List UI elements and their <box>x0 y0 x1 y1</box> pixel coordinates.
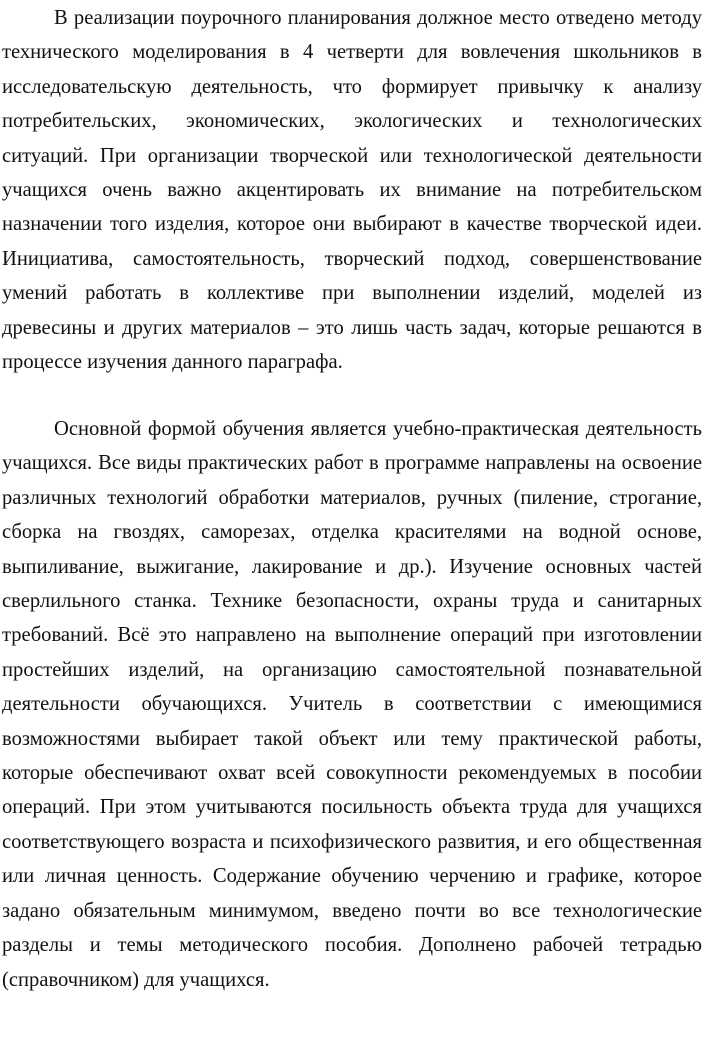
text-line: требований. Всё это направлено на выполнение операций при изготовлении <box>2 624 702 647</box>
text-line: древесины и других материалов – это лишь часть задач, которые решаются в <box>2 316 702 339</box>
text-line: учащихся очень важно акцентировать их внимание на потребительском <box>2 179 702 202</box>
text-line: различных технологий обработки материалов, ручных (пиление, строгание, <box>2 486 702 509</box>
text-line: или личная ценность. Содержание обучению черчению и графике, которое <box>2 865 702 888</box>
text-line: учащихся. Все виды практических работ в программе направлены на освоение <box>2 452 702 475</box>
text-line: процессе изучения данного параграфа. <box>2 351 343 374</box>
text-line: простейших изделий, на организацию самостоятельной познавательной <box>2 658 702 681</box>
text-line: сборка на гвоздях, саморезах, отделка красителями на водной основе, <box>2 521 702 544</box>
text-line: возможностями выбирает такой объект или тему практической работы, <box>2 727 702 750</box>
text-line: соответствующего возраста и психофизического развития, и его общественная <box>2 830 702 853</box>
text-line: сверлильного станка. Технике безопасности, охраны труда и санитарных <box>2 590 702 613</box>
text-line: Основной формой обучения является учебно-практическая деятельность <box>54 418 702 440</box>
text-line: задано обязательным минимумом, введено почти во все технологические <box>2 899 702 922</box>
text-line: которые обеспечивают охват всей совокупности рекомендуемых в пособии <box>2 762 702 785</box>
text-line: назначении того изделия, которое они выбирают в качестве творческой идеи. <box>2 213 702 236</box>
text-line: выпиливание, выжигание, лакирование и др.). Изучение основных частей <box>2 555 702 578</box>
text-line: потребительских, экономических, экологических и технологических <box>2 110 702 133</box>
text-line: разделы и темы методического пособия. Дополнено рабочей тетрадью <box>2 934 702 957</box>
paragraph-1 <box>2 1 702 379</box>
text-line: ситуаций. При организации творческой или технологической деятельности <box>2 144 702 167</box>
text-line: операций. При этом учитываются посильность объекта труда для учащихся <box>2 796 702 819</box>
text-line: деятельности обучающихся. Учитель в соответствии с имеющимися <box>2 693 702 716</box>
paragraph-2 <box>2 412 702 997</box>
text-line: В реализации поурочного планирования должное место отведено методу <box>54 7 702 29</box>
text-line: (справочником) для учащихся. <box>2 968 270 991</box>
text-line: Инициатива, самостоятельность, творческий подход, совершенствование <box>2 247 702 270</box>
text-line: умений работать в коллективе при выполнении изделий, моделей из <box>2 282 702 305</box>
text-line: исследовательскую деятельность, что формирует привычку к анализу <box>2 75 702 98</box>
text-line: технического моделирования в 4 четверти для вовлечения школьников в <box>2 41 702 64</box>
